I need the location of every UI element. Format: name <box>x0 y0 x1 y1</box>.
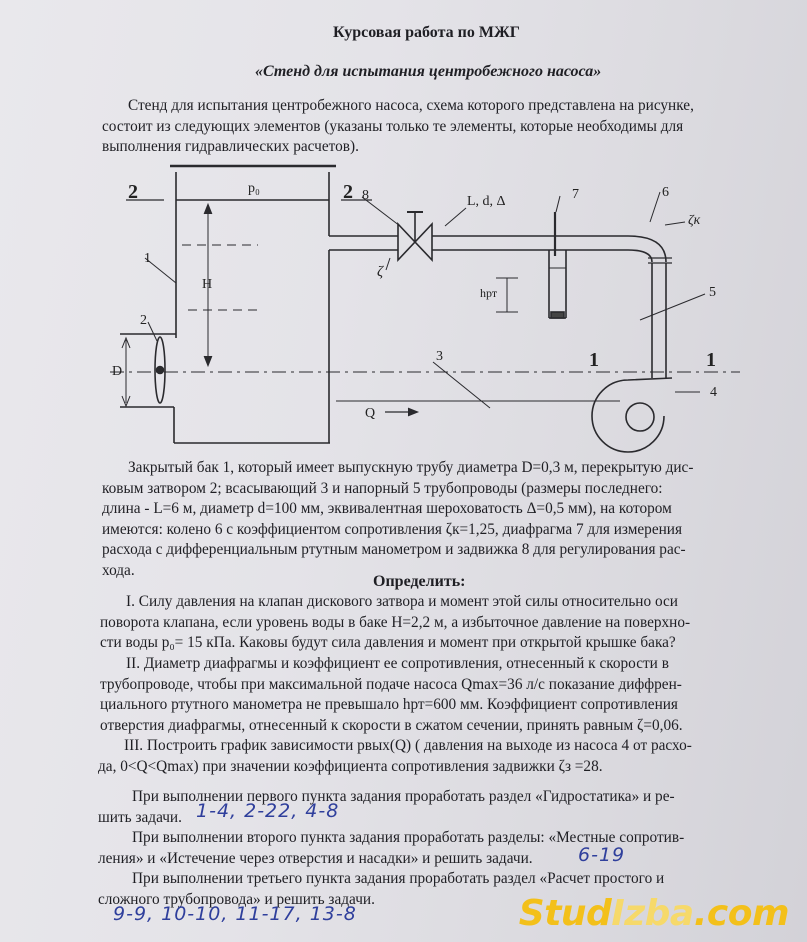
label-tank-1: 1 <box>144 251 151 266</box>
label-zeta-k: ζк <box>688 213 701 228</box>
label-pressure-pipe-5: 5 <box>709 285 716 300</box>
label-section-1-right: 1 <box>706 349 716 371</box>
task-2-line: II. Диаметр диафрагмы и коэффициент ее сопротивления, отнесенный к скорости в <box>126 655 669 672</box>
desc-line: ковым затвором 2; всасывающий 3 и напорный 5 трубопроводы (размеры последнего: <box>102 479 663 497</box>
label-H: H <box>202 277 213 292</box>
label-section-2-left: 2 <box>128 181 138 203</box>
handwritten-task-1-problems: 1-4, 2-22, 4-8 <box>196 800 340 822</box>
label-diaphragm-7: 7 <box>572 187 579 202</box>
final-line: При выполнении третьего пункта задания проработать раздел «Расчет простого и <box>132 870 665 887</box>
description-paragraph <box>102 458 752 581</box>
studizba-watermark <box>519 893 789 934</box>
desc-line: Закрытый бак 1, который имеет выпускную трубу диаметра D=0,3 м, перекрытую дис- <box>128 459 694 476</box>
task-2-line: трубопроводе, чтобы при максимальной подаче насоса Qmax=36 л/с показание диффрен- <box>100 675 682 693</box>
label-zeta: ζ <box>377 264 384 280</box>
test-stand-diagram <box>0 0 807 470</box>
final-line: ления» и «Истечение через отверстия и насадки» и решить задачи. <box>98 849 533 867</box>
determine-heading: Определить: <box>373 573 466 590</box>
label-suction-3: 3 <box>436 349 443 364</box>
watermark-part: Izba <box>611 893 694 934</box>
intro-line: Стенд для испытания центробежного насоса, схема которого представлена на рисунке, <box>128 97 694 114</box>
label-elbow-6: 6 <box>662 185 669 200</box>
task-2-line: отверстия диафрагмы, отнесенный к скорости в сжатом сечении, принять равным ζ=0,06. <box>100 716 683 734</box>
task-2-paragraph <box>100 654 754 736</box>
final-line: При выполнении первого пункта задания проработать раздел «Гидростатика» и ре- <box>132 788 675 805</box>
label-pump-4: 4 <box>710 385 717 400</box>
task-1-paragraph <box>100 592 754 654</box>
label-Q: Q <box>365 406 376 421</box>
task-1-line: I. Силу давления на клапан дискового затвора и момент этой силы относительно оси <box>126 593 678 610</box>
label-valve-2: 2 <box>140 313 147 328</box>
label-D: D <box>112 364 123 379</box>
desc-line: длина - L=6 м, диаметр d=100 мм, эквивалентная шероховатость Δ=0,5 мм), на котором <box>102 500 672 517</box>
task-2-line: циального ртутного манометра не превышало hрт=600 мм. Коэффициент сопротивления <box>100 696 678 713</box>
task-3-paragraph <box>98 736 754 777</box>
intro-line: состоит из следующих элементов (указаны только те элементы, которые необходимы для <box>102 117 684 135</box>
task-3-line: III. Построить график зависимости pвых(Q) ( давления на выходе из насоса 4 от расхо- <box>124 737 692 754</box>
desc-line: имеются: колено 6 с коэффициентом сопротивления ζк=1,25, диафрагма 7 для измерения <box>102 520 683 538</box>
label-h-rt: hрт <box>480 286 498 300</box>
task-1-line: поворота клапана, если уровень воды в баке H=2,2 м, а избыточное давление на поверхно- <box>100 613 691 631</box>
final-line: сложного трубопровода» и решить задачи. <box>98 890 375 908</box>
doc-title: Курсовая работа по МЖГ <box>333 24 520 41</box>
label-L-d-delta: L, d, Δ <box>467 194 506 209</box>
handwritten-task-2-problems: 6-19 <box>578 844 626 866</box>
task-3-line: да, 0<Q<Qmax) при значении коэффициента сопротивления задвижки ζз =28. <box>98 757 603 775</box>
final-line: При выполнении второго пункта задания проработать разделы: «Местные сопротив- <box>132 829 685 846</box>
intro-line: выполнения гидравлических расчетов). <box>102 138 359 155</box>
label-p0: p₀ <box>248 181 260 196</box>
label-section-2-right: 2 <box>343 181 353 203</box>
final-line: шить задачи. <box>98 808 182 826</box>
doc-subtitle: «Стенд для испытания центробежного насоса» <box>255 63 602 80</box>
desc-line: хода. <box>102 561 135 579</box>
watermark-part: .com <box>693 893 789 934</box>
label-gate-valve-8: 8 <box>362 188 369 203</box>
desc-line: расхода с дифференциальным ртутным манометром и задвижка 8 для регулирования рас- <box>102 541 686 558</box>
label-section-1-left: 1 <box>589 349 599 371</box>
task-1-line: сти воды p₀= 15 кПа. Каковы будут сила давления и момент при открытой крышке бака? <box>100 634 676 651</box>
watermark-part: Stud <box>518 893 612 934</box>
handwritten-task-3-problems: 9-9, 10-10, 11-17, 13-8 <box>113 903 357 925</box>
